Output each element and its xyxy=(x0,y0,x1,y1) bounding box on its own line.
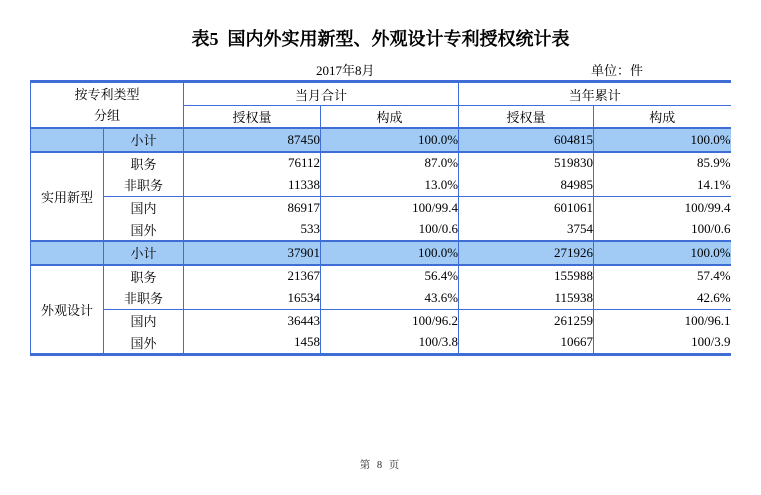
table-row-design-subtotal xyxy=(31,241,731,265)
month-qty-value: 87450 xyxy=(184,128,321,152)
month-qty-value: 37901 xyxy=(184,241,321,265)
ytd-share-value: 42.6% xyxy=(594,287,731,309)
table-row-design-domestic xyxy=(31,309,731,331)
report-period: 2017年8月 xyxy=(316,63,375,78)
month-qty-value: 16534 xyxy=(184,287,321,309)
ytd-share-value: 100/3.9 xyxy=(594,331,731,354)
ytd-qty-value: 115938 xyxy=(459,287,594,309)
ytd-share-value: 57.4% xyxy=(594,265,731,288)
header-ytd-total: 当年累计 xyxy=(459,82,731,106)
unit-label: 单位：件 xyxy=(591,63,644,78)
patent-grant-statistics-table xyxy=(30,80,731,356)
header-group-line1: 按专利类型 xyxy=(74,87,140,102)
row-label: 职务 xyxy=(104,265,184,288)
ytd-qty-value: 261259 xyxy=(459,309,594,331)
month-qty-value: 1458 xyxy=(184,331,321,354)
ytd-share-value: 14.1% xyxy=(594,174,731,196)
ytd-qty-value: 604815 xyxy=(459,128,594,152)
table-header-row-groups xyxy=(31,82,731,106)
month-share-value: 100/99.4 xyxy=(321,196,459,218)
header-month-share: 构成 xyxy=(321,106,459,129)
table-row-utility-service xyxy=(31,152,731,175)
page-number: 第 8 页 xyxy=(359,460,402,471)
table-row-utility-foreign xyxy=(31,218,731,241)
month-share-value: 56.4% xyxy=(321,265,459,288)
ytd-share-value: 100.0% xyxy=(594,128,731,152)
ytd-share-value: 85.9% xyxy=(594,152,731,175)
table-row-utility-subtotal xyxy=(31,128,731,152)
header-group-line2: 分组 xyxy=(94,108,121,123)
header-ytd-share: 构成 xyxy=(594,106,731,129)
table-row-design-nonservice xyxy=(31,287,731,309)
header-month-total: 当月合计 xyxy=(184,82,459,106)
month-qty-value: 533 xyxy=(184,218,321,241)
table-row-utility-nonservice xyxy=(31,174,731,196)
row-label: 国内 xyxy=(104,309,184,331)
month-share-value: 100.0% xyxy=(321,241,459,265)
month-share-value: 100/3.8 xyxy=(321,331,459,354)
row-label: 国内 xyxy=(104,196,184,218)
month-share-value: 100/0.6 xyxy=(321,218,459,241)
month-qty-value: 11338 xyxy=(184,174,321,196)
row-label: 小计 xyxy=(104,128,184,152)
row-label: 国外 xyxy=(104,218,184,241)
row-label: 小计 xyxy=(104,241,184,265)
month-qty-value: 76112 xyxy=(184,152,321,175)
category-cell-empty xyxy=(31,128,104,152)
category-label-utility-model: 实用新型 xyxy=(31,152,104,241)
row-label: 非职务 xyxy=(104,174,184,196)
ytd-qty-value: 271926 xyxy=(459,241,594,265)
category-label-design: 外观设计 xyxy=(40,302,93,318)
month-share-value: 43.6% xyxy=(321,287,459,309)
month-qty-value: 36443 xyxy=(184,309,321,331)
category-cell-empty xyxy=(31,241,104,265)
month-share-value: 100/96.2 xyxy=(321,309,459,331)
month-qty-value: 21367 xyxy=(184,265,321,288)
ytd-qty-value: 601061 xyxy=(459,196,594,218)
table-row-design-foreign xyxy=(31,331,731,354)
table-row-utility-domestic xyxy=(31,196,731,218)
month-share-value: 100.0% xyxy=(321,128,459,152)
table-row-design-service xyxy=(31,265,731,288)
header-group-column xyxy=(31,82,184,129)
ytd-qty-value: 84985 xyxy=(459,174,594,196)
ytd-qty-value: 155988 xyxy=(459,265,594,288)
month-share-value: 87.0% xyxy=(321,152,459,175)
ytd-qty-value: 10667 xyxy=(459,331,594,354)
ytd-qty-value: 519830 xyxy=(459,152,594,175)
row-label: 职务 xyxy=(104,152,184,175)
ytd-share-value: 100/99.4 xyxy=(594,196,731,218)
row-label: 国外 xyxy=(104,331,184,354)
ytd-qty-value: 3754 xyxy=(459,218,594,241)
ytd-share-value: 100/0.6 xyxy=(594,218,731,241)
header-month-qty: 授权量 xyxy=(184,106,321,129)
ytd-share-value: 100/96.1 xyxy=(594,309,731,331)
header-ytd-qty: 授权量 xyxy=(459,106,594,129)
month-qty-value: 86917 xyxy=(184,196,321,218)
ytd-share-value: 100.0% xyxy=(594,241,731,265)
month-share-value: 13.0% xyxy=(321,174,459,196)
row-label: 非职务 xyxy=(104,287,184,309)
page-title: 表5 国内外实用新型、外观设计专利授权统计表 xyxy=(191,29,570,49)
